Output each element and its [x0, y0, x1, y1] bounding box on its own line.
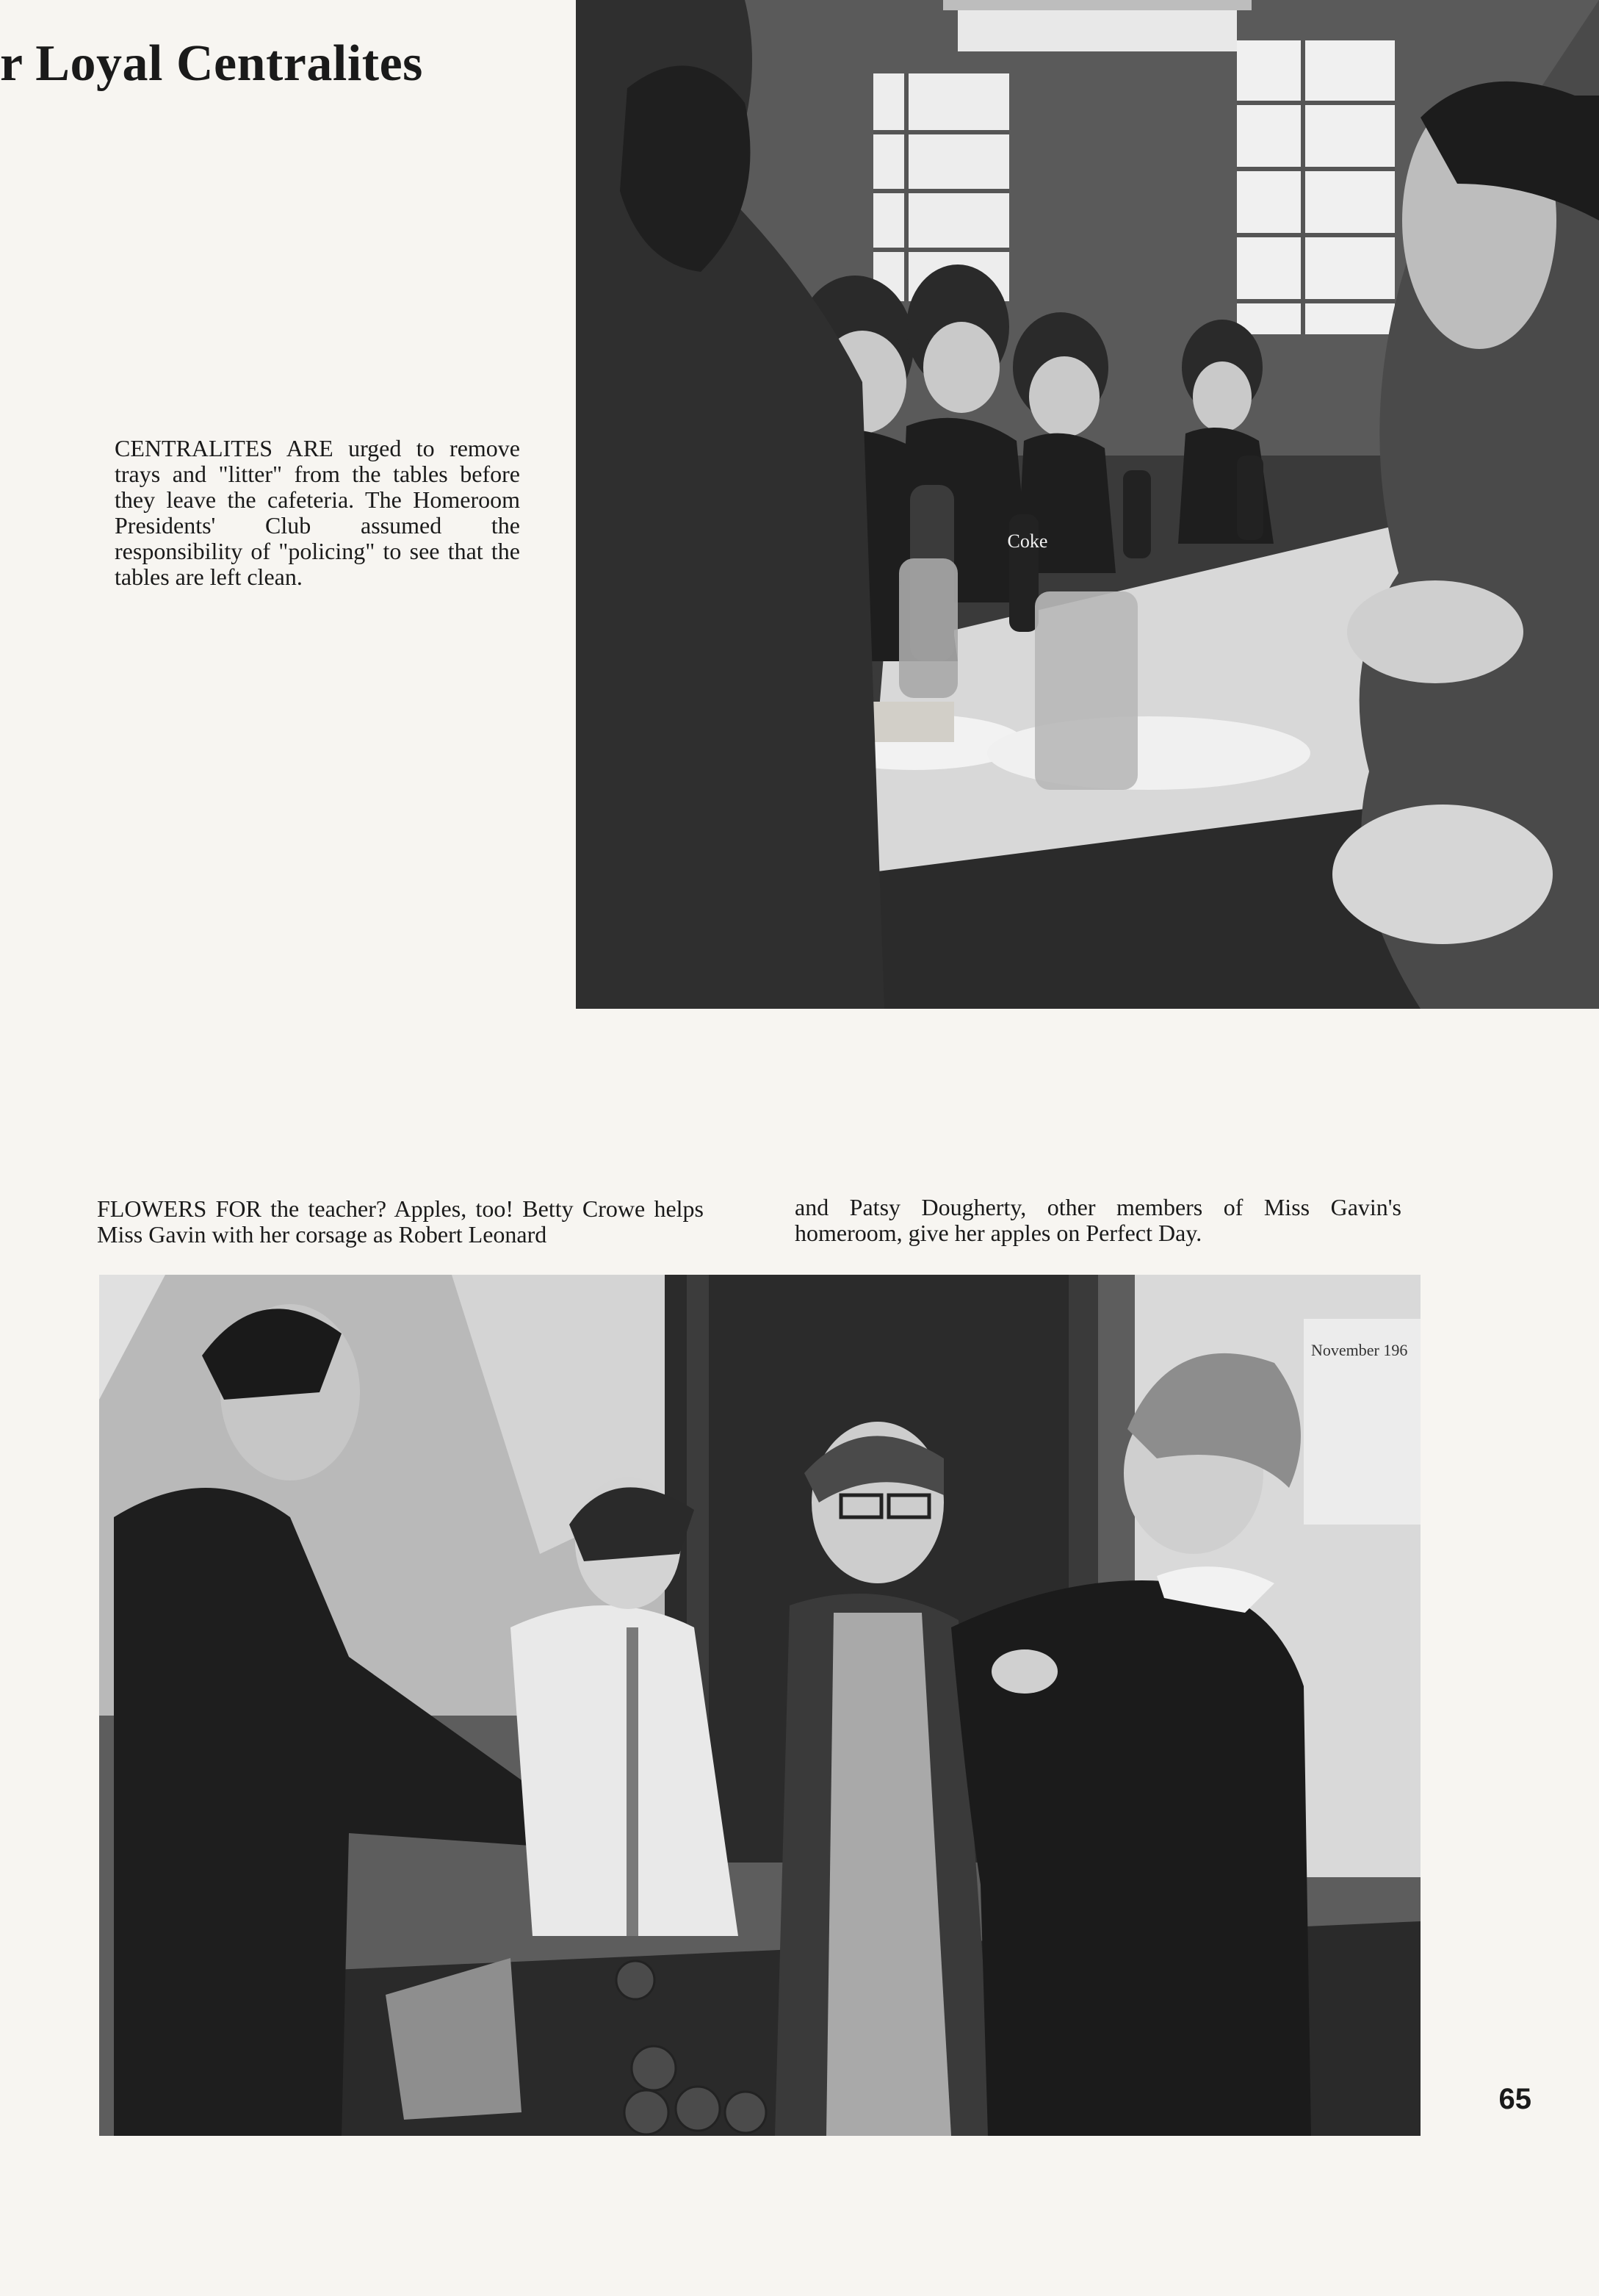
flowers-caption-part2: and Patsy Dougherty, other members of Miss Gavin's homeroom, give her apples on Perfect Day. — [795, 1194, 1401, 1246]
classroom-photo — [99, 1275, 1421, 2136]
page-number: 65 — [1498, 2083, 1531, 2115]
calendar-month-label: November 196 — [1311, 1341, 1408, 1359]
flowers-caption-part1: FLOWERS FOR the teacher? Apples, too! Betty Crowe helps Miss Gavin with her corsage as Robert Leonard — [97, 1195, 704, 1248]
cafeteria-caption: CENTRALITES ARE urged to remove trays and "litter" from the tables before they leave the cafeteria. The Homeroom Presidents' Club assumed the responsibility of "policing" to see that the tables are left clean. — [115, 435, 520, 590]
window-right — [1237, 40, 1395, 334]
coke-bottle-label: Coke — [1007, 530, 1048, 552]
cafeteria-photo — [576, 0, 1599, 1009]
page-title: r Loyal Centralites — [0, 35, 423, 92]
window-left — [873, 73, 1009, 301]
